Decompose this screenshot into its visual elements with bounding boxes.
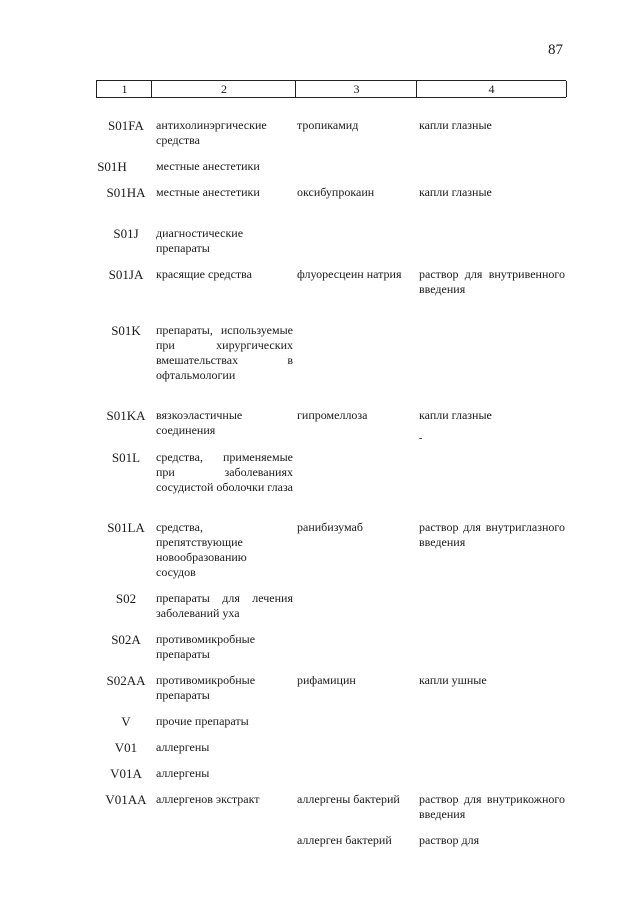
stray-mark: - <box>419 433 423 444</box>
group-name: противомикробные препараты <box>156 673 256 702</box>
drug-name: аллерген бактерий <box>297 833 392 847</box>
group-name: антихолинэргические средства <box>156 118 267 147</box>
dosage-form: раствор для внутриглазного введения <box>419 520 565 549</box>
atc-code: V01A <box>110 766 142 781</box>
atc-code: S01L <box>111 450 141 465</box>
group-name: аллергенов экстракт <box>156 792 260 806</box>
dosage-form: капли глазные <box>419 185 492 199</box>
atc-code: S01K <box>111 323 141 338</box>
dosage-form: капли ушные <box>419 673 487 687</box>
atc-code: S01KA <box>106 408 146 423</box>
drug-name: рифамицин <box>297 673 356 687</box>
atc-code: S02AA <box>106 673 146 688</box>
header-col-1: 1 <box>96 81 152 97</box>
group-name: красящие средства <box>156 267 252 281</box>
drug-name: флуоресцеин натрия <box>297 267 402 281</box>
atc-code: S01LA <box>107 520 145 535</box>
atc-code: S01HA <box>106 185 146 200</box>
group-name: противомикробные препараты <box>156 632 256 661</box>
drug-name: тропикамид <box>297 118 359 132</box>
atc-code: S02A <box>111 632 141 647</box>
header-col-4: 4 <box>416 81 567 97</box>
drug-name: аллергены бактерий <box>297 792 400 806</box>
atc-code: V01 <box>114 740 138 755</box>
group-name: средства, применяемые при заболеваниях сосудистой оболочки глаза <box>156 450 294 494</box>
group-name: диагностические препараты <box>156 226 244 255</box>
drug-name: оксибупрокаин <box>297 185 375 199</box>
dosage-form: раствор для внутривенного введения <box>419 267 565 296</box>
group-name: местные анестетики <box>156 159 260 173</box>
atc-code: V <box>121 714 131 729</box>
atc-code: S01H <box>97 159 127 174</box>
atc-code: S01J <box>113 226 139 241</box>
header-col-3: 3 <box>295 81 417 97</box>
drug-name: ранибизумаб <box>297 520 363 534</box>
dosage-form: раствор для внутрикожного введения <box>419 792 565 821</box>
group-name: вязкоэластичные соединения <box>156 408 243 437</box>
group-name: средства, препятствующие новообразованию сосудов <box>156 520 247 579</box>
dosage-form: капли глазные <box>419 408 492 422</box>
atc-code: V01AA <box>105 792 147 807</box>
drug-name: гипромеллоза <box>297 408 368 422</box>
atc-code: S01FA <box>108 118 144 133</box>
group-name: аллергены <box>156 766 210 780</box>
group-name: препараты для лечения заболеваний уха <box>156 591 293 620</box>
group-name: препараты, используемые при хирургических вмешательствах в офтальмологии <box>156 323 293 382</box>
page-number: 87 <box>548 42 563 58</box>
group-name: аллергены <box>156 740 210 754</box>
dosage-form: капли глазные <box>419 118 492 132</box>
atc-code: S01JA <box>108 267 144 282</box>
header-col-2: 2 <box>151 81 296 97</box>
group-name: прочие препараты <box>156 714 249 728</box>
dosage-form: раствор для <box>419 833 480 847</box>
atc-code: S02 <box>115 591 137 606</box>
group-name: местные анестетики <box>156 185 260 199</box>
